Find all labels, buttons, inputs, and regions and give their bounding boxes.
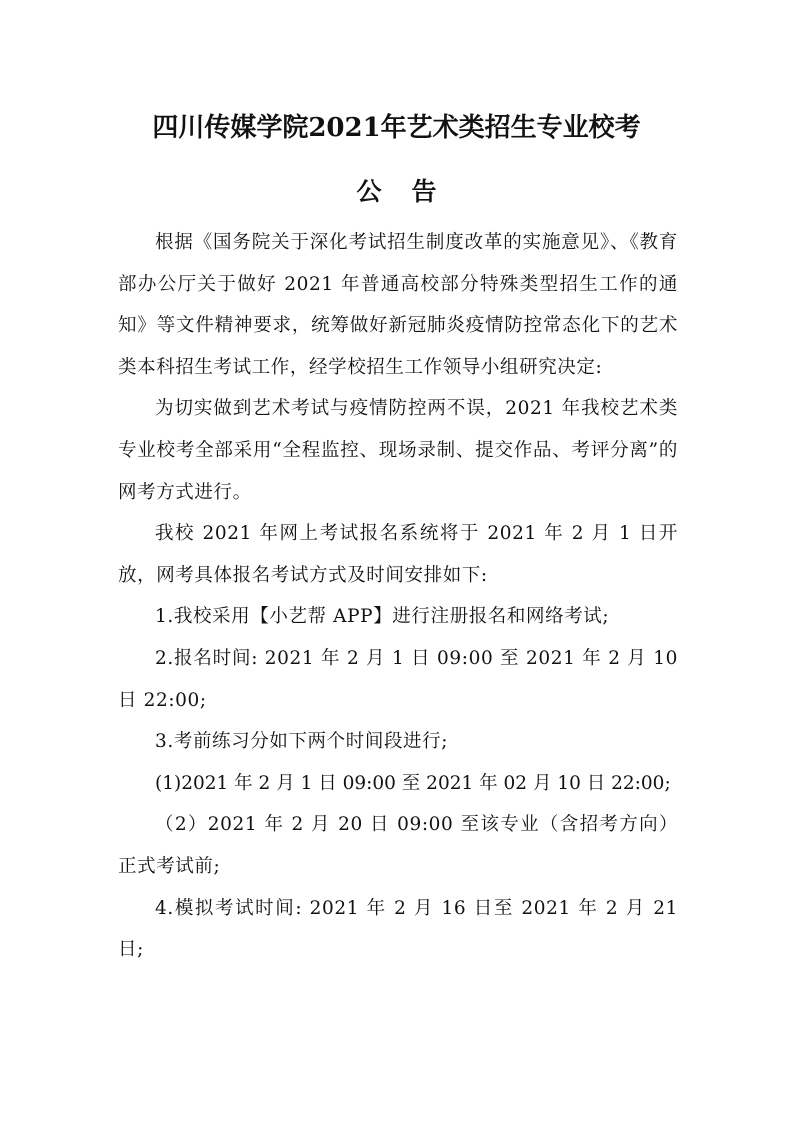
list-item-practice-periods: 3.考前练习分如下两个时间段进行;	[155, 731, 449, 753]
document-subtitle: 公告	[356, 177, 467, 206]
list-item-app: 1.我校采用【小艺帮 APP】进行注册报名和网络考试;	[155, 606, 610, 628]
list-item-practice-period-2: （2）2021 年 2 月 20 日 09:00 至该专业（含招考方向）正式考试前;	[118, 814, 678, 877]
paragraph-exam-mode: 为切实做到艺术考试与疫情防控两不误，2021 年我校艺术类专业校考全部采用“全程监控、现场录制、提交作品、考评分离”的网考方式进行。	[118, 398, 678, 503]
document-body	[118, 222, 678, 971]
paragraph-basis: 根据《国务院关于深化考试招生制度改革的实施意见》、《教育部办公厅关于做好 2021 年普通高校部分特殊类型招生工作的通知》等文件精神要求，统筹做好新冠肺炎疫情防控常态化下的艺术类本科招生考试工作，经学校招生工作领导小组研究决定:	[118, 232, 678, 378]
paragraph-registration-open: 我校 2021 年网上考试报名系统将于 2021 年 2 月 1 日开放，网考具体报名考试方式及时间安排如下:	[118, 523, 678, 586]
list-item-registration-time: 2.报名时间: 2021 年 2 月 1 日 09:00 至 2021 年 2 月 10 日 22:00;	[118, 647, 678, 711]
document-title: 四川传媒学院2021年艺术类招生专业校考	[152, 113, 641, 143]
list-item-mock-exam-time: 4.模拟考试时间: 2021 年 2 月 16 日至 2021 年 2 月 21 日;	[118, 897, 678, 961]
list-item-practice-period-1: (1)2021 年 2 月 1 日 09:00 至 2021 年 02 月 10 日 22:00;	[155, 772, 671, 794]
